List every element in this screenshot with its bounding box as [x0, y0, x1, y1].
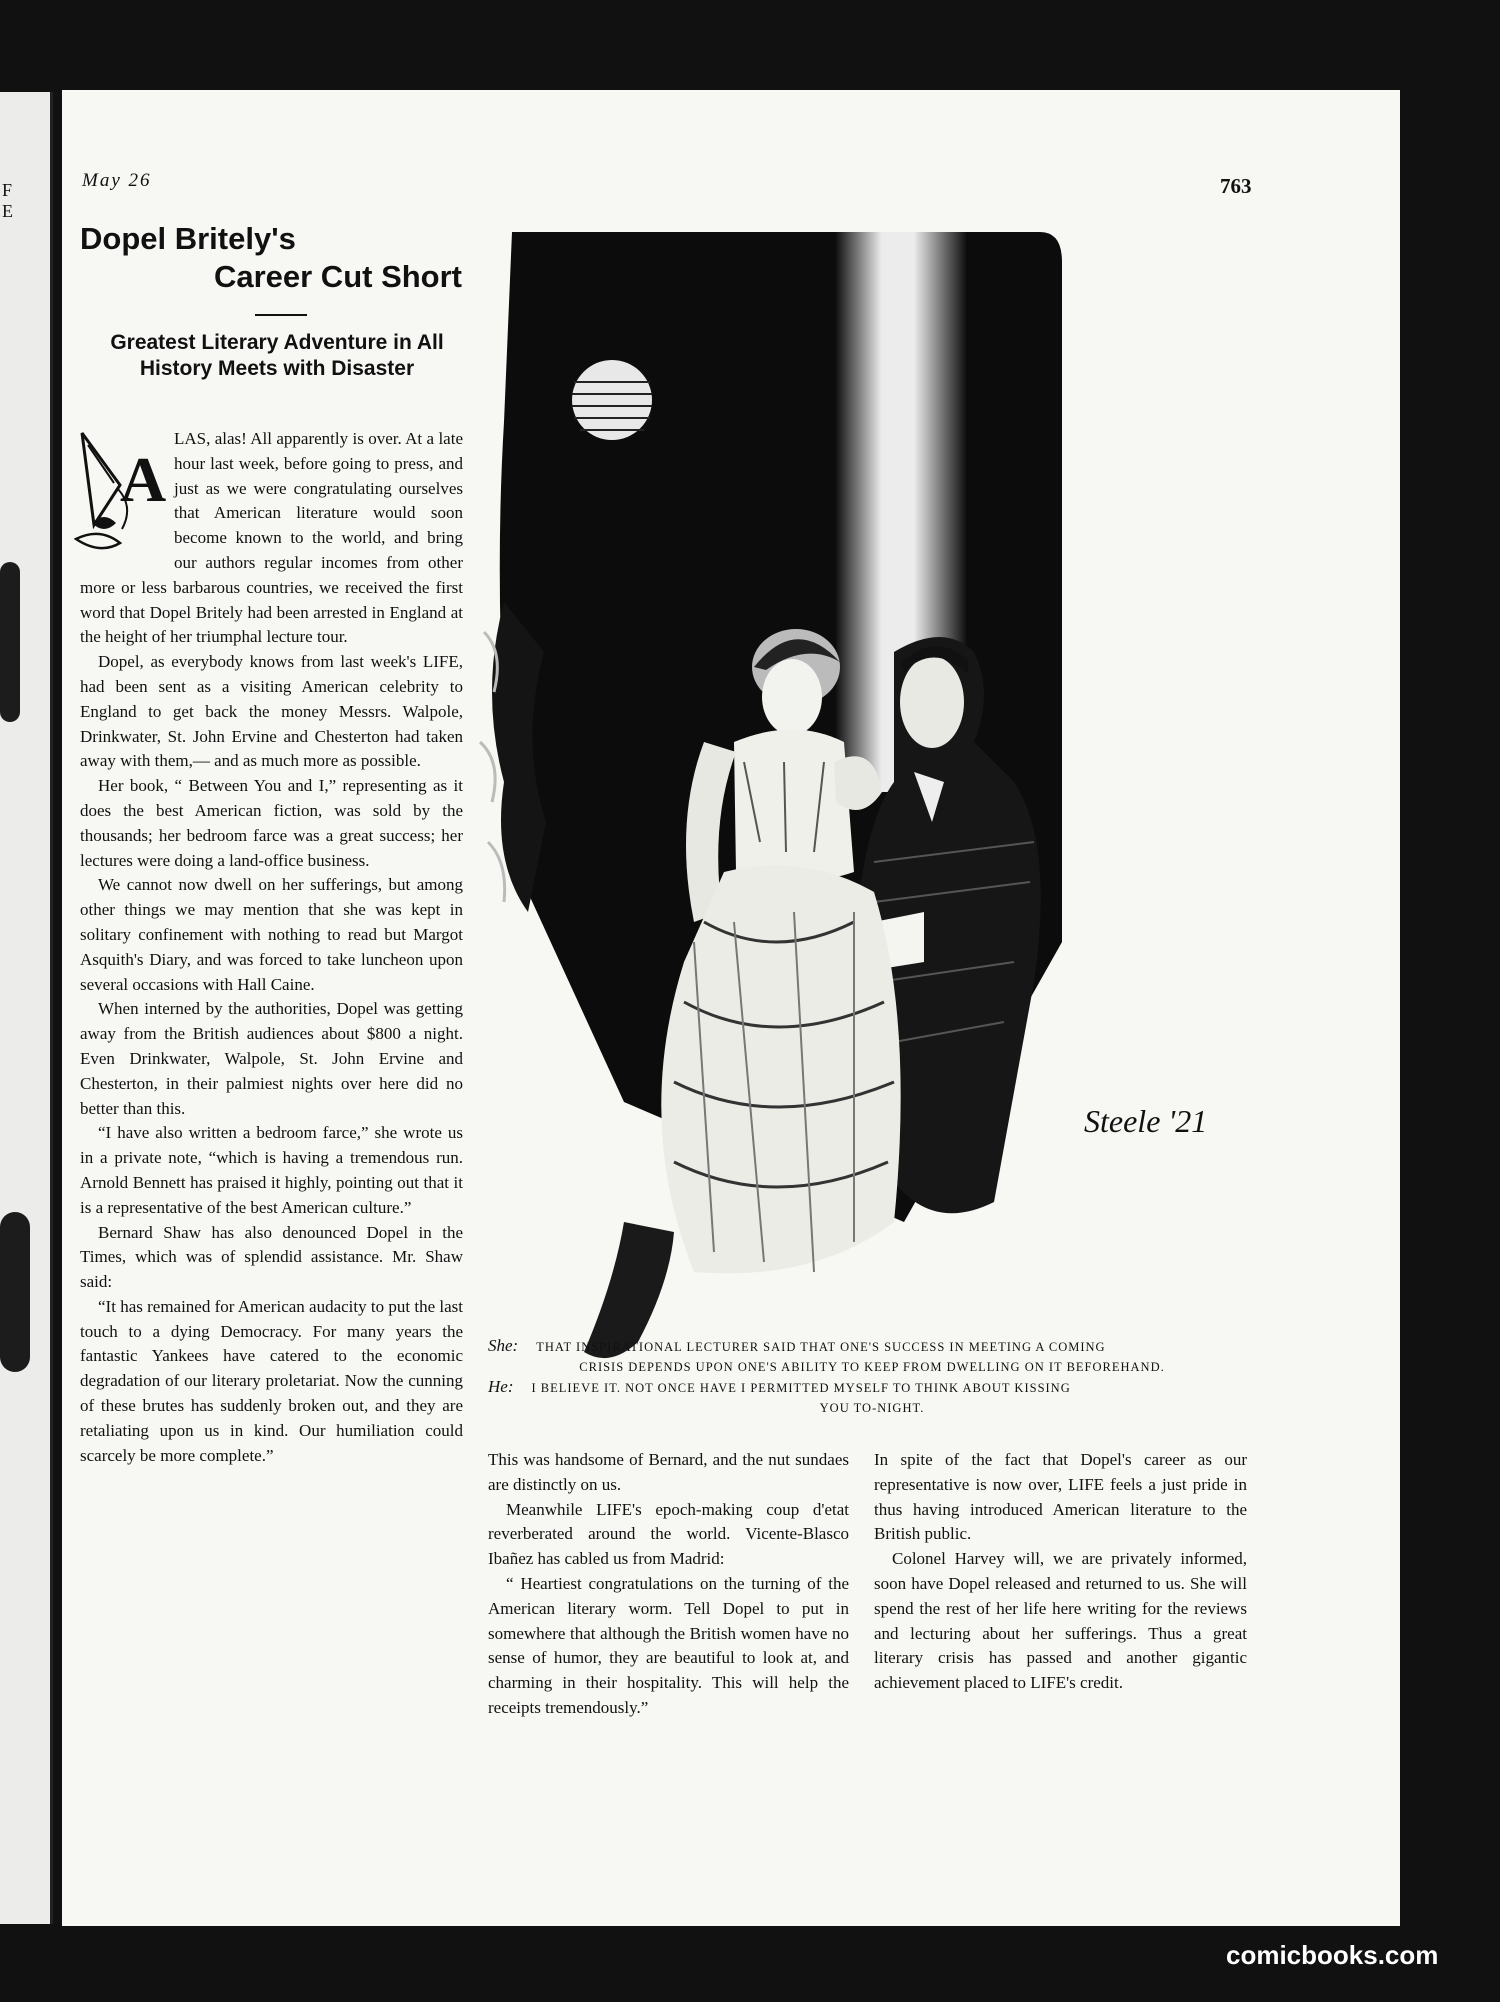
previous-page-illustration-fragment	[0, 1212, 30, 1372]
caption-he-text-2: YOU TO-NIGHT.	[819, 1401, 925, 1415]
title-rule	[255, 314, 307, 316]
illustration	[474, 222, 1254, 1434]
issue-date: May 26	[82, 170, 152, 191]
paragraph: Bernard Shaw has also denounced Dopel in the Times, which was of splendid assistance. Mr. Shaw said:	[80, 1222, 463, 1292]
previous-page-illustration-fragment	[0, 562, 20, 722]
article-subtitle: Greatest Literary Adventure in All History Meets with Disaster	[110, 331, 444, 380]
caption-he-text-1: I BELIEVE IT. NOT ONCE HAVE I PERMITTED MYSELF TO THINK ABOUT KISSING	[531, 1381, 1071, 1395]
paragraph: LAS, alas! All apparently is over. At a late hour last week, before going to press, and just as we were congratulating ourselves that American literature would soon become known to the world, and bring our authors regular incomes from other more or less barbarous countries, we received the first word that Dopel Britely had been arrested in England at the height of her triumphal lecture tour.	[80, 429, 463, 647]
speaker-she: She:	[488, 1336, 519, 1355]
paragraph: Meanwhile LIFE's epoch-making coup d'etat reverberated around the world. Vicente-Blasco Ibañez has cabled us from Madrid:	[488, 1499, 849, 1569]
article-column-1	[80, 427, 463, 1468]
artist-signature: Steele '21	[1084, 1103, 1208, 1139]
speaker-he: He:	[488, 1377, 514, 1396]
paragraph: “It has remained for American audacity to put the last touch to a dying Democracy. For many years the fantastic Yankees have catered to the economic degradation of our literary proletariat. Now the cunning of these brutes has suddenly broken out, and they are retaliating upon us in kind. Our humiliation could scarcely be more complete.”	[80, 1296, 463, 1465]
paragraph: We cannot now dwell on her sufferings, but among other things we may mention that she was kept in solitary confinement with nothing to read but Margot Asquith's Diary, and was forced to take luncheon upon several occasions with Hall Caine.	[80, 875, 463, 994]
paragraph: “I have also written a bedroom farce,” she wrote us in a private note, “which is having a tremendous run. Arnold Bennett has praised it highly, pointing out that it is a representative of the best American culture.”	[80, 1123, 463, 1217]
caption-she-text-1: THAT INSPIRATIONAL LECTURER SAID THAT ONE'S SUCCESS IN MEETING A COMING	[536, 1340, 1106, 1354]
caption-she-text-2: CRISIS DEPENDS UPON ONE'S ABILITY TO KEEP FROM DWELLING ON IT BEFOREHAND.	[579, 1360, 1165, 1374]
paragraph: Dopel, as everybody knows from last week's LIFE, had been sent as a visiting American celebrity to England to get back the money Messrs. Walpole, Drinkwater, St. John Ervine and Chesterton had taken away with them,— and as much more as possible.	[80, 652, 463, 771]
site-watermark: comicbooks.com	[1226, 1940, 1439, 1970]
article-title	[80, 220, 462, 296]
page-number: 763	[1220, 174, 1252, 198]
couple-illustration	[474, 222, 1254, 1434]
paragraph: In spite of the fact that Dopel's career as our representative is now over, LIFE feels a just pride in thus having introduced American literature to the British public.	[874, 1450, 1247, 1544]
previous-page-edge	[0, 92, 53, 1924]
decorative-dropcap	[74, 427, 166, 557]
title-line-2: Career Cut Short	[213, 259, 462, 294]
moon-icon	[572, 360, 652, 440]
paragraph: Her book, “ Between You and I,” representing as it does the best American fiction, was sold by the thousands; her bedroom farce was a great success; her lectures were doing a land-office business.	[80, 776, 463, 870]
magazine-page	[62, 90, 1400, 1926]
title-line-1: Dopel Britely's	[80, 221, 296, 256]
paragraph: This was handsome of Bernard, and the nut sundaes are distinctly on us.	[488, 1450, 849, 1494]
paragraph: Colonel Harvey will, we are privately informed, soon have Dopel released and returned to us. She will spend the rest of her life here writing for the reviews and lecturing about her sufferings. Thus a great literary crisis has passed and another gigantic achievement placed to LIFE's credit.	[874, 1549, 1247, 1693]
article-column-3	[874, 1448, 1247, 1696]
caption-he-line	[488, 1377, 1256, 1398]
paragraph: “ Heartiest congratulations on the turning of the American literary worm. Tell Dopel to put in somewhere that although the British women have no sense of humor, they are beautiful to look at, and charming in their hospitality. This will help the receipts tremendously.”	[488, 1573, 849, 1717]
dropcap-letter: A	[120, 444, 166, 515]
article-column-2	[488, 1448, 849, 1721]
dropcap-ornament-icon	[74, 427, 166, 557]
previous-page-letters: F E	[2, 180, 27, 221]
paragraph: When interned by the authorities, Dopel was getting away from the British audiences about $800 a night. Even Drinkwater, Walpole, St. John Ervine and Chesterton, in their palmiest nights over here did no better than this.	[80, 999, 463, 1118]
caption-she-line	[488, 1336, 1256, 1357]
illustration-caption	[488, 1336, 1256, 1418]
